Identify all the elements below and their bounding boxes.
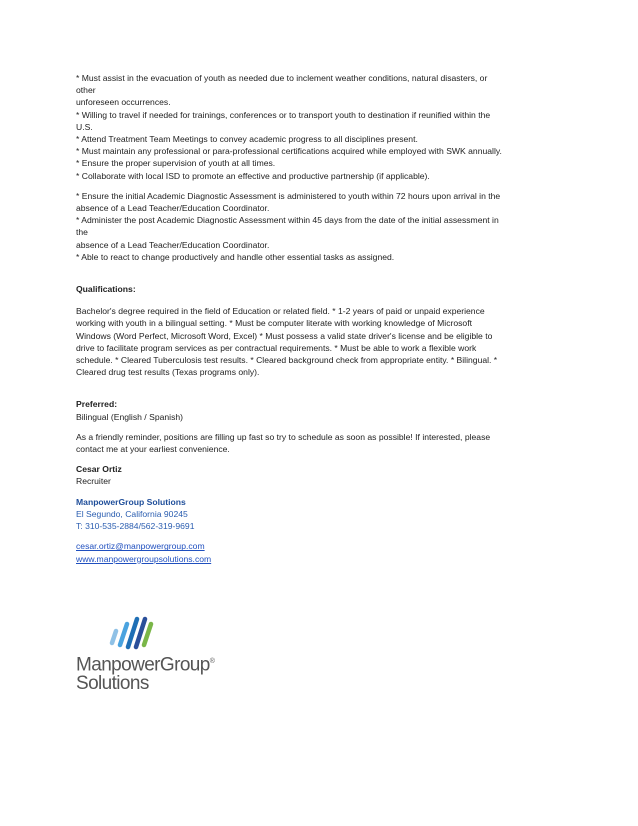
reminder-line: contact me at your earliest convenience.: [76, 444, 230, 455]
preferred-section: [76, 398, 566, 422]
duty-line: * Must maintain any professional or para-professional certifications acquired while employed with SWK annually.: [76, 146, 502, 157]
logo-stripes-icon: [100, 612, 160, 652]
duty-line: * Must assist in the evacuation of youth as needed due to inclement weather conditions, natural disasters, or: [76, 73, 488, 83]
preferred-heading: Preferred:: [76, 399, 118, 410]
duties-section-2: [76, 190, 566, 263]
reminder-line: As a friendly reminder, positions are filling up fast so try to schedule as soon as possible! If interested, please: [76, 431, 491, 442]
qualification-line: Bachelor's degree required in the field of Education or related field. * 1-2 years of paid or unpaid experience: [76, 306, 485, 317]
email-link[interactable]: cesar.ortiz@manpowergroup.com: [76, 541, 205, 552]
duties-section-1: [76, 72, 566, 182]
duty-line: * Able to react to change productively and handle other essential tasks as assigned.: [76, 251, 395, 262]
duty-line: * Administer the post Academic Diagnostic Assessment within 45 days from the date of the initial assessment in: [76, 215, 499, 226]
signature-name-block: [76, 463, 566, 487]
qualifications-section: [76, 283, 566, 378]
manpowergroup-logo: [76, 612, 215, 697]
signature-title: Recruiter: [76, 476, 111, 487]
duty-line: * Willing to travel if needed for trainings, conferences or to transport youth to destination if reunified within the: [76, 109, 491, 120]
duty-line: absence of a Lead Teacher/Education Coordinator.: [76, 203, 270, 214]
signature-links: [76, 540, 566, 564]
logo-trademark: ®: [209, 658, 215, 665]
signature-company: ManpowerGroup Solutions: [76, 496, 186, 507]
signature-city: El Segundo, California 90245: [76, 508, 188, 519]
signature-name: Cesar Ortiz: [76, 464, 122, 475]
duty-line: U.S.: [76, 121, 93, 132]
qualification-line: Windows (Word Perfect, Microsoft Word, Excel) * Must possess a valid state driver's license and be eligible to: [76, 330, 493, 341]
duty-line: the: [76, 227, 88, 238]
signature-company-block: [76, 496, 566, 533]
duty-line: * Attend Treatment Team Meetings to convey academic progress to all disciplines present.: [76, 134, 418, 145]
reminder-paragraph: [76, 431, 566, 455]
website-link[interactable]: www.manpowergroupsolutions.com: [76, 553, 212, 564]
duty-line: absence of a Lead Teacher/Education Coordinator.: [76, 239, 270, 250]
logo-line-2: Solutions: [76, 673, 149, 695]
qualification-line: schedule. * Cleared Tuberculosis test results. * Cleared background check from appropriate entity. * Bilingual. *: [76, 355, 498, 366]
duty-line: * Collaborate with local ISD to promote an effective and productive partnership (if applicable).: [76, 170, 430, 181]
logo-line-1: ManpowerGroup: [76, 654, 210, 676]
preferred-value: Bilingual (English / Spanish): [76, 411, 184, 422]
qualifications-heading: Qualifications:: [76, 284, 136, 295]
duty-line: other: [76, 85, 96, 96]
qualification-line: Cleared drug test results (Texas programs only).: [76, 367, 260, 378]
duty-line: * Ensure the initial Academic Diagnostic Assessment is administered to youth within 72 hours upon arrival in the: [76, 190, 501, 201]
document-body: [76, 72, 566, 565]
signature-phone: T: 310-535-2884/562-319-9691: [76, 521, 195, 532]
logo-wordmark: [76, 652, 214, 693]
duty-line: unforeseen occurrences.: [76, 97, 171, 108]
qualification-line: drive to facilitate program services as per contractual requirements. * Must be able to work a flexible work: [76, 342, 477, 353]
qualification-line: working with youth in a bilingual setting. * Must be computer literate with working knowledge of Microsoft: [76, 318, 472, 329]
duty-line: * Ensure the proper supervision of youth at all times.: [76, 158, 276, 169]
